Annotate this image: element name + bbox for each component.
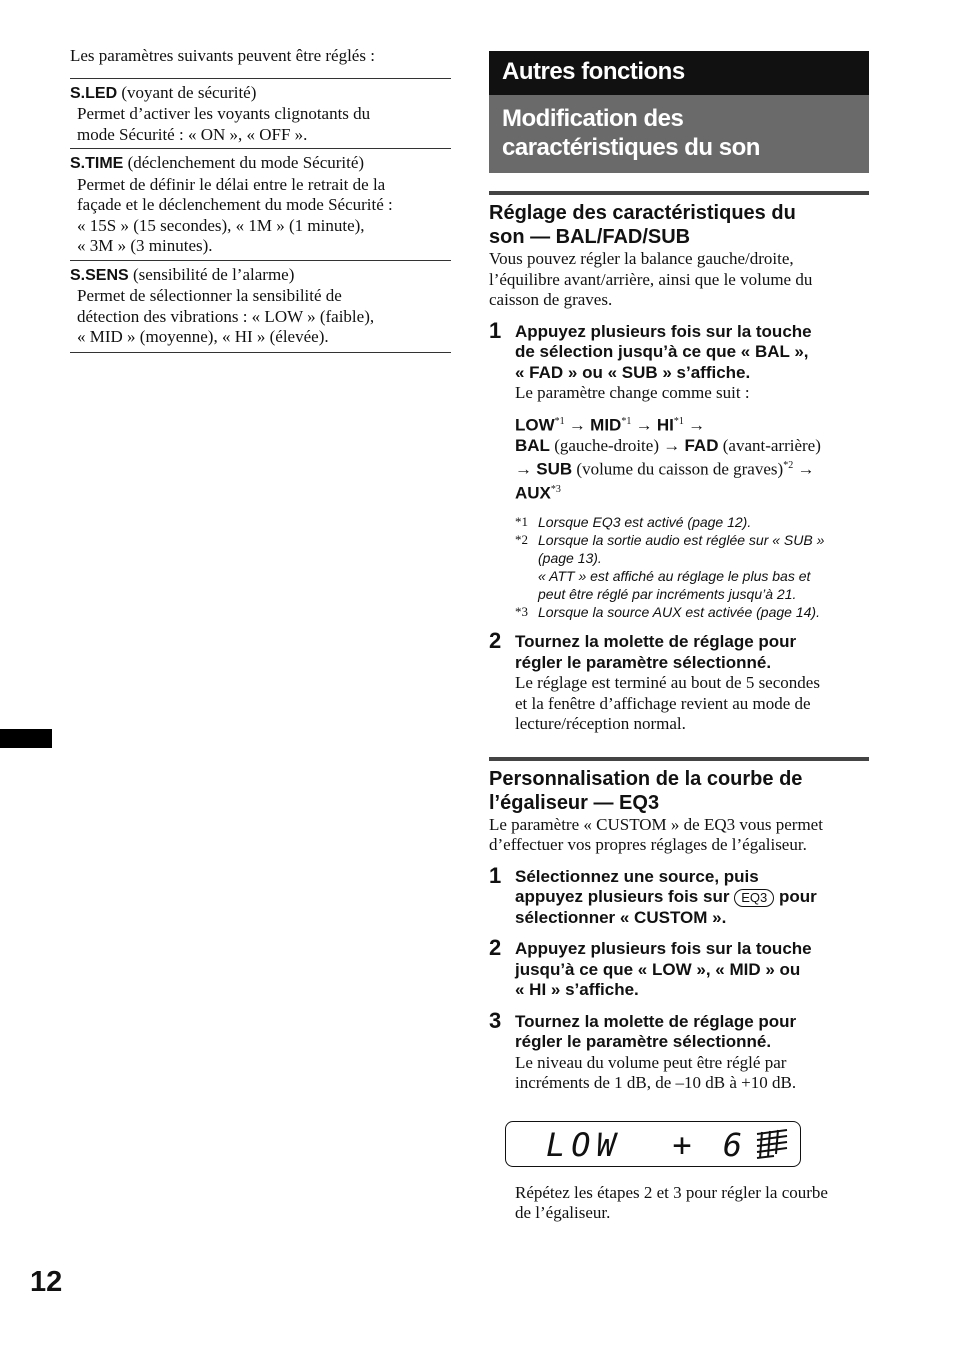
section-title-line: l’égaliseur — EQ3 xyxy=(489,791,660,814)
arrow-icon: → xyxy=(663,435,681,455)
step-title-line: Sélectionnez une source, puis xyxy=(515,866,759,886)
footnote-mark: *2 xyxy=(783,460,794,472)
intro-line: l’équilibre avant/arrière, ainsi que le volume du xyxy=(489,269,813,289)
step-title xyxy=(515,632,869,673)
footnote-mark: *1 xyxy=(515,514,528,530)
step-title-line: « HI » s’affiche. xyxy=(515,980,639,1000)
step-title-part: pour xyxy=(778,887,817,907)
left-column xyxy=(70,46,451,353)
footnote xyxy=(515,531,869,603)
step-item xyxy=(489,628,869,735)
side-tab-marker xyxy=(0,729,52,748)
flow-mid: MID xyxy=(590,415,622,435)
lcd-display xyxy=(505,1121,801,1167)
step-title-line: « FAD » ou « SUB » s’affiche. xyxy=(515,362,751,382)
footnote xyxy=(515,603,869,621)
desc-line: « MID » (moyenne), « HI » (élevée). xyxy=(77,327,329,346)
param-desc xyxy=(70,104,451,145)
closing-line: Répétez les étapes 2 et 3 pour régler la courbe xyxy=(515,1182,828,1202)
param-list xyxy=(70,78,451,353)
topic-banner-line: caractéristiques du son xyxy=(502,134,760,161)
lcd-readout: LOW + 6 xyxy=(546,1125,749,1164)
arrow-icon: → xyxy=(635,415,653,435)
section-title xyxy=(489,767,869,815)
param-name: S.SENS xyxy=(70,266,129,284)
step-title xyxy=(515,939,869,1001)
section-divider xyxy=(489,191,869,195)
flow-desc: (volume du caisson de graves) xyxy=(576,459,784,479)
desc-line: Permet de définir le délai entre le retrait de la xyxy=(77,174,386,194)
step-title xyxy=(515,867,869,929)
desc-line: Permet de sélectionner la sensibilité de xyxy=(77,286,342,305)
param-item xyxy=(70,78,451,149)
arrow-icon: → xyxy=(797,459,815,479)
step-text-line: Le réglage est terminé au bout de 5 secondes xyxy=(515,673,820,693)
right-column xyxy=(489,51,869,1224)
step-title-line: jusqu’à ce que « LOW », « MID » ou xyxy=(515,959,801,979)
closing-text xyxy=(515,1183,869,1224)
footnote-line: (page 13). xyxy=(538,550,602,567)
step-title-line: de sélection jusqu’à ce que « BAL », xyxy=(515,342,809,361)
footnote-line: « ATT » est affiché au réglage le plus bas et xyxy=(538,568,811,585)
step-title-line xyxy=(515,887,869,908)
step-number: 3 xyxy=(489,1007,502,1033)
param-desc xyxy=(70,286,451,348)
flow-bal: BAL xyxy=(515,435,550,455)
footnote xyxy=(515,513,869,531)
section-intro xyxy=(489,249,869,311)
closing-line: de l’égaliseur. xyxy=(515,1203,611,1223)
footnote-line: Lorsque EQ3 est activé (page 12). xyxy=(538,514,752,531)
footnote-line: peut être réglé par incréments jusqu’à 21. xyxy=(538,586,797,603)
param-item xyxy=(70,148,451,260)
flow-hi: HI xyxy=(656,415,674,435)
step-number: 1 xyxy=(489,317,502,343)
footnote-mark: *1 xyxy=(621,415,632,427)
flow-aux: AUX xyxy=(515,483,551,503)
flow-desc: (avant-arrière) xyxy=(722,435,821,455)
flow-low: LOW xyxy=(515,415,555,435)
desc-line: « 15S » (15 secondes), « 1M » (1 minute), xyxy=(77,215,365,235)
step-text-line: incréments de 1 dB, de –10 dB à +10 dB. xyxy=(515,1073,797,1093)
intro-line: Vous pouvez régler la balance gauche/droite, xyxy=(489,249,794,268)
flow-desc: (gauche-droite) xyxy=(554,435,659,455)
footnote-mark: *2 xyxy=(515,532,528,548)
section-divider xyxy=(489,757,869,761)
section-title-line: son — BAL/FAD/SUB xyxy=(489,226,691,248)
step-item xyxy=(489,935,869,1001)
desc-line: détection des vibrations : « LOW » (faible), xyxy=(77,306,375,326)
page-number: 12 xyxy=(30,1266,63,1298)
desc-line: « 3M » (3 minutes). xyxy=(77,236,213,255)
flow-fad: FAD xyxy=(684,435,719,455)
chapter-banner: Autres fonctions xyxy=(489,51,869,95)
step-text xyxy=(515,673,869,735)
step-title-line: régler le paramètre sélectionné. xyxy=(515,652,772,672)
step-text-line: lecture/réception normal. xyxy=(515,714,686,734)
desc-line: Permet d’activer les voyants clignotants du xyxy=(77,104,371,123)
param-name: S.TIME xyxy=(70,155,124,172)
step-title-part: appuyez plusieurs fois sur xyxy=(515,887,730,907)
param-sub: (sensibilité de l’alarme) xyxy=(132,264,295,284)
intro-line: Le paramètre « CUSTOM » de EQ3 vous permet xyxy=(489,814,823,834)
step-title xyxy=(515,1012,869,1053)
param-sub: (déclenchement du mode Sécurité) xyxy=(127,153,365,172)
footnotes xyxy=(515,513,869,621)
parameter-flow xyxy=(515,412,869,505)
step-item xyxy=(489,317,869,622)
section-title-line: Réglage des caractéristiques du xyxy=(489,202,796,224)
param-name: S.LED xyxy=(70,84,118,102)
step-title-line: Appuyez plusieurs fois sur la touche xyxy=(515,939,812,959)
step-title-line: sélectionner « CUSTOM ». xyxy=(515,907,727,927)
param-sub: (voyant de sécurité) xyxy=(121,82,257,102)
step-item xyxy=(489,1007,869,1094)
step-text: Le paramètre change comme suit : xyxy=(515,383,750,402)
footnote-mark: *1 xyxy=(554,415,565,427)
step-number: 2 xyxy=(489,628,502,654)
arrow-icon: → xyxy=(568,415,586,435)
footnote-line: Lorsque la source AUX est activée (page 14). xyxy=(538,604,820,621)
footnote-line: Lorsque la sortie audio est réglée sur « SUB » xyxy=(538,532,825,549)
footnote-mark: *3 xyxy=(515,604,528,620)
param-desc xyxy=(70,175,451,257)
flow-sub: SUB xyxy=(536,459,573,479)
step-number: 1 xyxy=(489,862,502,888)
desc-line: mode Sécurité : « ON », « OFF ». xyxy=(77,124,308,144)
topic-banner xyxy=(489,95,869,173)
section-intro xyxy=(489,815,869,856)
step-title-line: Tournez la molette de réglage pour xyxy=(515,632,797,652)
desc-line: façade et le déclenchement du mode Sécurité : xyxy=(77,195,393,214)
step-title-line: régler le paramètre sélectionné. xyxy=(515,1032,772,1052)
section-title-line: Personnalisation de la courbe de xyxy=(489,767,803,790)
param-item xyxy=(70,260,451,353)
intro-line: d’effectuer vos propres réglages de l’égaliseur. xyxy=(489,835,807,855)
equalizer-icon xyxy=(754,1128,790,1160)
arrow-icon: → xyxy=(688,415,706,435)
footnote-mark: *3 xyxy=(550,484,561,496)
step-number: 2 xyxy=(489,935,502,961)
step-item xyxy=(489,862,869,929)
step-title xyxy=(515,322,869,384)
step-title-line: Tournez la molette de réglage pour xyxy=(515,1011,797,1031)
step-text-line: et la fenêtre d’affichage revient au mode de xyxy=(515,693,811,713)
topic-banner-line: Modification des xyxy=(502,105,684,132)
eq3-button-label: EQ3 xyxy=(734,889,774,907)
step-text-line: Le niveau du volume peut être réglé par xyxy=(515,1052,787,1072)
section-title xyxy=(489,201,869,249)
intro-text: Les paramètres suivants peuvent être réglés : xyxy=(70,46,375,65)
step-title-line: Appuyez plusieurs fois sur la touche xyxy=(515,321,812,341)
footnote-mark: *1 xyxy=(673,415,684,427)
step-text xyxy=(515,1053,869,1094)
arrow-icon: → xyxy=(515,459,532,479)
intro-line: caisson de graves. xyxy=(489,290,613,309)
